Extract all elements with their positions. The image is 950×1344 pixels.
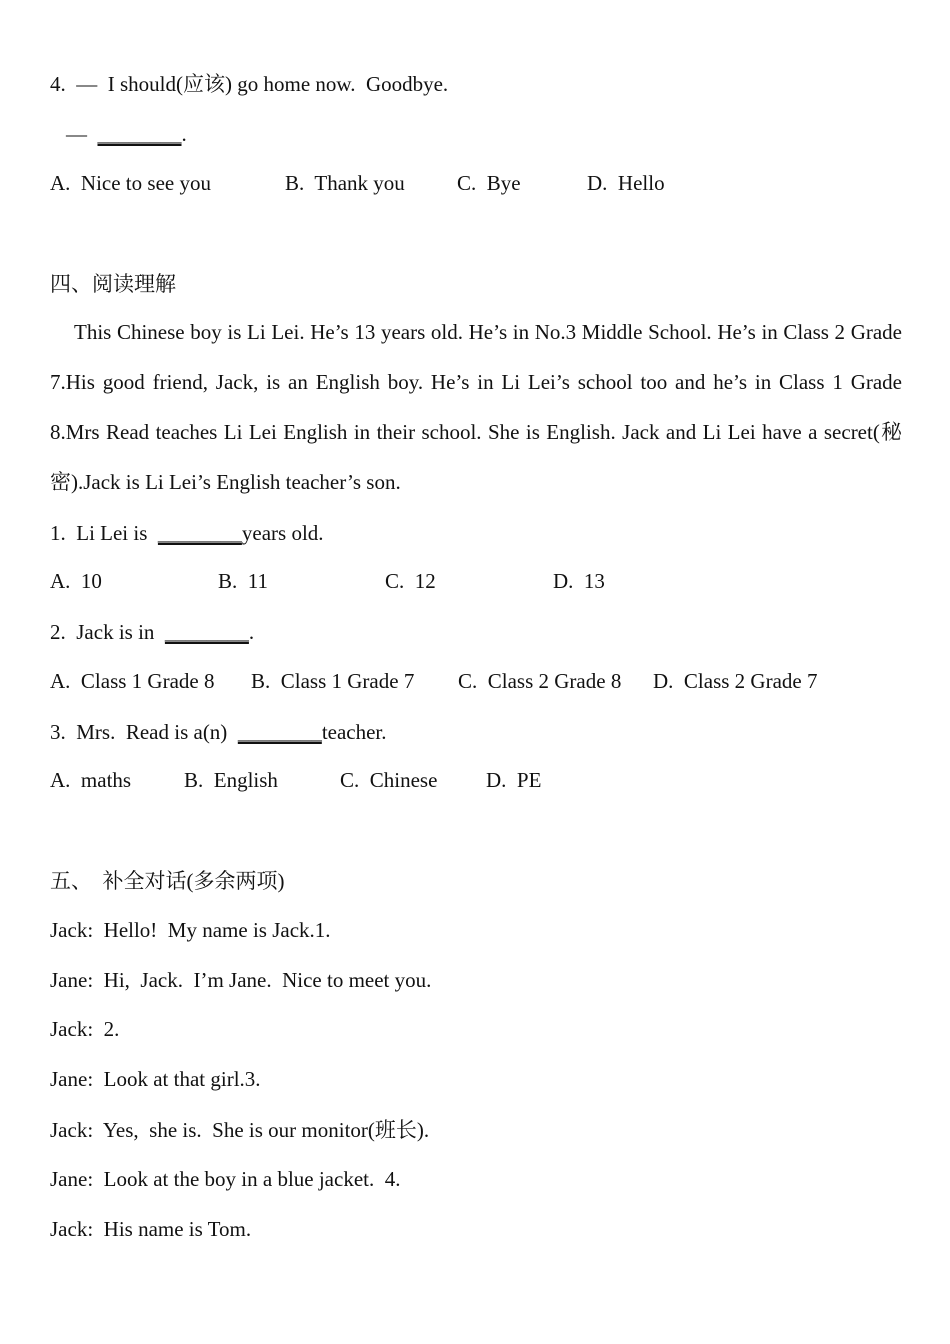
reading-passage bbox=[50, 307, 902, 507]
q4-option-d: D. Hello bbox=[587, 171, 665, 195]
q2-option-a: A. Class 1 Grade 8 bbox=[50, 669, 215, 693]
q3-option-c: C. Chinese bbox=[340, 768, 438, 792]
question-text-end: . bbox=[248, 620, 255, 644]
dialogue-line: Jack: His name is Tom. bbox=[50, 1217, 252, 1241]
reading-question-2 bbox=[50, 619, 254, 645]
dialogue-line: Jack: 2. bbox=[50, 1017, 120, 1041]
section4-heading: 四、阅读理解 bbox=[50, 272, 176, 296]
dialogue-line: Jack: Yes, she is. She is our monitor(班长). bbox=[50, 1118, 430, 1142]
q1-option-b: B. 11 bbox=[218, 569, 268, 593]
q2-option-b: B. Class 1 Grade 7 bbox=[251, 669, 415, 693]
q1-option-c: C. 12 bbox=[385, 569, 436, 593]
q4-prompt: 4. — I should(应该) go home now. Goodbye. bbox=[50, 72, 449, 96]
q4-option-a: A. Nice to see you bbox=[50, 171, 211, 195]
dialogue-line: Jane: Look at that girl.3. bbox=[50, 1067, 261, 1091]
answer-blank: ________ bbox=[164, 620, 249, 644]
reading-question-3 bbox=[50, 719, 387, 745]
dialogue-line: Jane: Hi, Jack. I’m Jane. Nice to meet you. bbox=[50, 968, 432, 992]
question-text-end: years old. bbox=[241, 521, 324, 545]
q4-answer-blank: ________ bbox=[97, 122, 182, 146]
q3-option-a: A. maths bbox=[50, 768, 132, 792]
q2-option-c: C. Class 2 Grade 8 bbox=[458, 669, 622, 693]
question-text: 2. Jack is in bbox=[50, 620, 165, 644]
q3-option-d: D. PE bbox=[486, 768, 542, 792]
dialogue-line: Jane: Look at the boy in a blue jacket. 4. bbox=[50, 1167, 401, 1191]
q4-option-b: B. Thank you bbox=[285, 171, 405, 195]
q2-option-d: D. Class 2 Grade 7 bbox=[653, 669, 818, 693]
q4-option-c: C. Bye bbox=[457, 171, 521, 195]
answer-blank: ________ bbox=[237, 720, 322, 744]
q4-reply-end: . bbox=[181, 122, 187, 146]
q1-option-d: D. 13 bbox=[553, 569, 605, 593]
question-text: 1. Li Lei is bbox=[50, 521, 158, 545]
reading-passage-text: This Chinese boy is Li Lei. He’s 13 years old. He’s in No.3 Middle School. He’s in Class 2 Grade 7.His good friend, Jack, is an English boy. He’s in Li Lei’s school too and he’s in Class 1 Grade 8.Mrs Read teaches Li Lei English in their school. She is English. Jack and Li Lei have a secret(秘密).Jack is Li Lei’s English teacher’s son. bbox=[50, 320, 902, 494]
section5-heading: 五、 补全对话(多余两项) bbox=[50, 869, 285, 893]
question-text-end: teacher. bbox=[321, 720, 387, 744]
q4-reply-dash: — bbox=[66, 122, 87, 146]
reading-question-1 bbox=[50, 520, 324, 546]
dialogue-line: Jack: Hello! My name is Jack.1. bbox=[50, 918, 331, 942]
q1-option-a: A. 10 bbox=[50, 569, 102, 593]
question-text: 3. Mrs. Read is a(n) bbox=[50, 720, 238, 744]
answer-blank: ________ bbox=[157, 521, 242, 545]
q3-option-b: B. English bbox=[184, 768, 278, 792]
q4-reply bbox=[66, 121, 187, 147]
